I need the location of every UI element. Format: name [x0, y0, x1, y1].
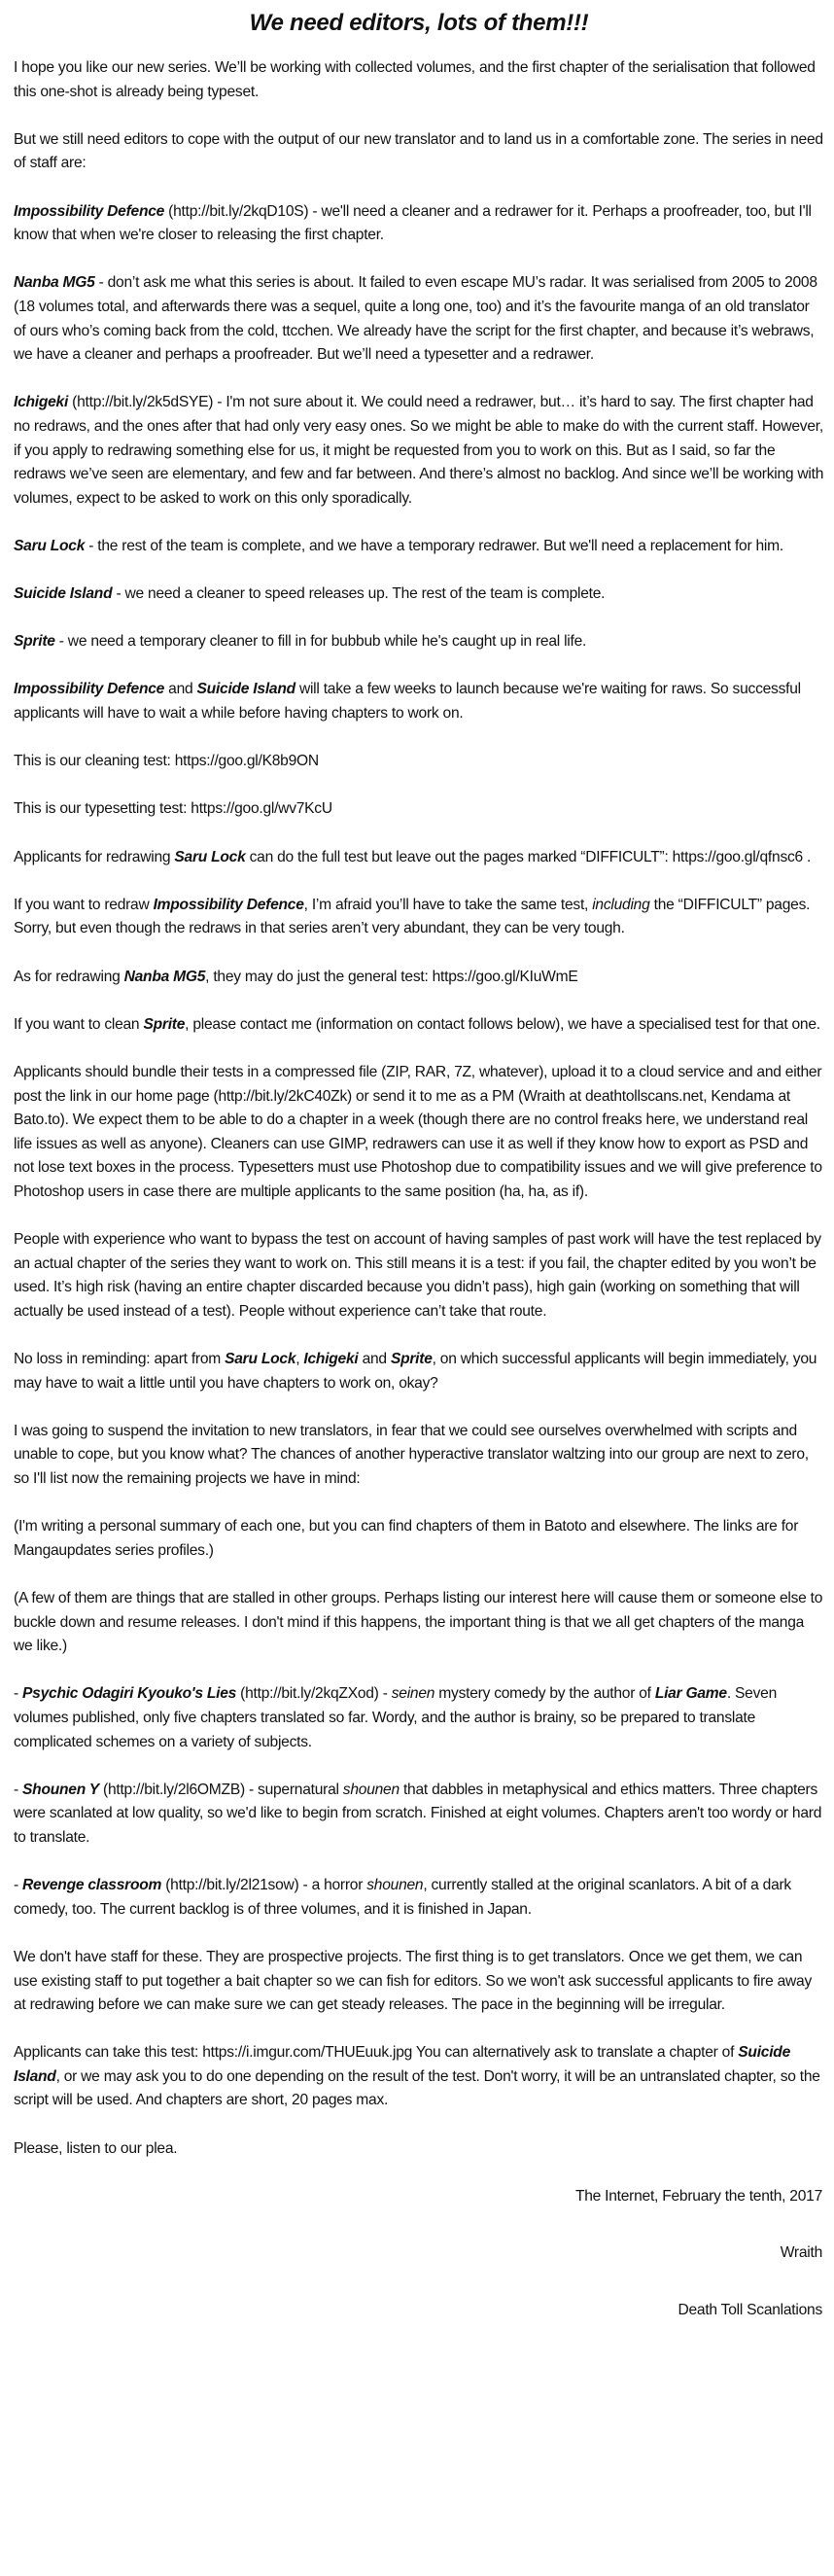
paragraph: [14, 797, 824, 822]
paragraph: [14, 582, 824, 607]
paragraph: [14, 630, 824, 654]
paragraph: [14, 2137, 824, 2162]
series-title: Sprite: [143, 1015, 186, 1033]
series-title: Suicide Island: [14, 2044, 790, 2085]
paragraph: [14, 56, 824, 104]
text-run: that dabbles in metaphysical and ethics matters. Three chapters were scanlated at low quality, so we'd like to begin from scratch. Finished at eight volumes. Chapters aren't too wordy or hard to translate.: [14, 1781, 822, 1846]
series-title: Nanba MG5: [123, 968, 206, 985]
series-title: Impossibility Defence: [14, 202, 165, 220]
paragraph: [14, 1061, 824, 1205]
text-run: (http://bit.ly/2kqZXod) -: [236, 1685, 392, 1703]
paragraph: [14, 846, 824, 870]
series-title: Saru Lock: [174, 848, 246, 865]
paragraph: [14, 535, 824, 559]
paragraph: [14, 1587, 824, 1659]
text-run: No loss in reminding: apart from: [14, 1351, 226, 1368]
text-run: (http://bit.ly/2kqD10S) - we'll need a cleaner and a redrawer for it. Perhaps a proofreader, too, but I'll know that when we're closer to releasing the first chapter.: [14, 202, 812, 244]
text-run: I was going to suspend the invitation to new translators, in fear that we could see ourselves overwhelmed with scripts and unable to cope, but you know what? The chances of another hyperactive translator waltzing into our group are next to zero, so I'll list now the remaining projects we have in mind:: [14, 1422, 809, 1488]
series-title: Saru Lock: [225, 1351, 296, 1368]
paragraph: [14, 128, 824, 176]
series-title: Psychic Odagiri Kyouko's Lies: [22, 1685, 237, 1703]
text-run: , they may do just the general test: https://goo.gl/KIuWmE: [205, 968, 578, 985]
series-title: Suicide Island: [196, 681, 295, 698]
text-run: , or we may ask you to do one depending on the result of the test. Don't worry, it will be an untranslated chapter, so the script will be used. And chapters are short, 20 pages max.: [14, 2067, 820, 2109]
signature-group: Death Toll Scanlations: [678, 2302, 822, 2319]
text-run: (http://bit.ly/2k5dSYE) - I'm not sure about it. We could need a redrawer, but… it’s hard to say. The first chapter had no redraws, and the ones after that had only very easy ones. So we might be able to make do with the current staff. However, if you apply to redrawing something else for us, it might be requested from you to work on this. But as I said, so far the redraws we’ve seen are elementary, and few and far between. And there’s almost no backlog. And since we’ll be working with volumes, expect to be asked to work on this only sporadically.: [14, 394, 824, 507]
paragraph: [14, 1348, 824, 1395]
series-title: Ichigeki: [14, 394, 69, 411]
series-title: Shounen Y: [22, 1781, 99, 1798]
text-run: This is our typesetting test: https://goo.gl/wv7KcU: [14, 800, 332, 818]
text-run: (I'm writing a personal summary of each one, but you can find chapters of them in Batoto and elsewhere. The links are for Mangaupdates series profiles.): [14, 1518, 799, 1559]
paragraph: [14, 271, 824, 367]
signature-author: Wraith: [780, 2244, 822, 2262]
paragraph: [14, 750, 824, 774]
paragraph: [14, 894, 824, 941]
text-run: This is our cleaning test: https://goo.gl/K8b9ON: [14, 753, 319, 770]
text-run: If you want to clean: [14, 1015, 144, 1033]
text-run: (A few of them are things that are stalled in other groups. Perhaps listing our interest here will cause them or someone else to buckle down and resume releases. I don't mind if this happens, the important thing is that we all get chapters of the manga we like.): [14, 1590, 823, 1655]
text-run: , I’m afraid you’ll have to take the same test,: [303, 896, 593, 913]
paragraph: [14, 1420, 824, 1492]
paragraph: [14, 1779, 824, 1851]
emphasis-text: shounen: [342, 1781, 400, 1798]
text-run: - we need a temporary cleaner to fill in for bubbub while he's caught up in real life.: [54, 633, 587, 651]
text-run: - don’t ask me what this series is about. It failed to even escape MU’s radar. It was serialised from 2005 to 2008 (18 volumes total, and afterwards there was a sequel, quite a long one, too) and it’s the favourite manga of an old translator of ours who’s coming back from the cold, ttcchen. We already have the script for the first chapter, and because it’s webraws, we have a cleaner and perhaps a proofreader. But we’ll need a typesetter and a redrawer.: [14, 274, 817, 364]
page-title: We need editors, lots of them!!!: [249, 10, 589, 36]
emphasis-text: seinen: [391, 1685, 435, 1703]
paragraph: [14, 200, 824, 248]
paragraph: [14, 1946, 824, 2018]
text-run: Applicants can take this test: https://i.imgur.com/THUEuuk.jpg You can alternatively ask to translate a chapter of: [14, 2044, 739, 2062]
text-run: , currently stalled at the original scanlators. A bit of a dark comedy, too. The current backlog is of three volumes, and it is finished in Japan.: [14, 1877, 791, 1918]
series-title: Impossibility Defence: [153, 896, 304, 913]
paragraph: [14, 1515, 824, 1563]
text-run: I hope you like our new series. We’ll be working with collected volumes, and the first chapter of the serialisation that followed this one-shot is already being typeset.: [14, 59, 816, 100]
text-run: (http://bit.ly/2l21sow) - a horror: [161, 1877, 367, 1894]
text-run: (http://bit.ly/2l6OMZB) - supernatural: [98, 1781, 343, 1798]
text-run: As for redrawing: [14, 968, 124, 985]
text-run: If you want to redraw: [14, 896, 154, 913]
emphasis-text: shounen: [366, 1877, 424, 1894]
text-run: and: [164, 681, 197, 698]
signature-place-date: The Internet, February the tenth, 2017: [574, 2187, 822, 2205]
paragraph: [14, 1682, 824, 1754]
text-run: mystery comedy by the author of: [434, 1685, 655, 1703]
text-run: - the rest of the team is complete, and we have a temporary redrawer. But we'll need a replacement for him.: [85, 537, 783, 554]
text-run: the “DIFFICULT” pages. Sorry, but even though the redraws in that series aren’t very abundant, they can be very tough.: [14, 896, 811, 937]
paragraph: [14, 1013, 824, 1038]
paragraph: [14, 1228, 824, 1323]
paragraph: [14, 391, 824, 511]
text-run: But we still need editors to cope with the output of our new translator and to land us in a comfortable zone. The series in need of staff are:: [14, 130, 823, 172]
text-run: Applicants for redrawing: [14, 848, 175, 865]
text-run: People with experience who want to bypass the test on account of having samples of past work will have the test replaced by an actual chapter of the series they want to work on. This still means it is a test: if you fail, the chapter edited by you won’t be used. It’s high risk (having an entire chapter discarded because you didn’t pass), high gain (working on something that will actually be used instead of a test). People without experience can’t take that route.: [14, 1231, 821, 1320]
series-title: Sprite: [14, 633, 55, 651]
text-run: and: [358, 1351, 391, 1368]
series-title: Saru Lock: [14, 537, 86, 554]
text-run: -: [14, 1685, 23, 1703]
text-run: . Seven volumes published, only five chapters translated so far. Wordy, and the author is brainy, so be prepared to translate complicated schemes on a variety of subjects.: [14, 1685, 777, 1750]
text-run: Applicants should bundle their tests in a compressed file (ZIP, RAR, 7Z, whatever), upload it to a cloud service and and either post the link in our home page (http://bit.ly/2kC40Zk) or send it to me as a PM (Wraith at deathtollscans.net, Kendama at Bato.to). We expect them to be able to do a chapter in a week (though there are no control freaks here, we understand real life issues as well as anyone). Cleaners can use GIMP, redrawers can use it as well if they know how to export as PSD and not lose text boxes in the process. Typesetters must use Photoshop due to compatibility issues and we will give preference to Photoshop users in case there are multiple applicants to the same position (ha, ha, as if).: [14, 1063, 822, 1200]
paragraph: [14, 678, 824, 725]
series-title: Impossibility Defence: [14, 681, 165, 698]
text-run: - we need a cleaner to speed releases up. The rest of the team is complete.: [112, 585, 606, 603]
paragraph: [14, 1874, 824, 1922]
text-run: , please contact me (information on contact follows below), we have a specialised test for that one.: [185, 1015, 820, 1033]
series-title: Sprite: [390, 1351, 433, 1368]
text-run: -: [14, 1781, 23, 1798]
emphasis-text: including: [592, 896, 650, 913]
text-run: -: [14, 1877, 23, 1894]
paragraph: [14, 2041, 824, 2113]
series-title: Revenge classroom: [22, 1877, 162, 1894]
series-title: Ichigeki: [303, 1351, 359, 1368]
text-run: will take a few weeks to launch because we're waiting for raws. So successful applicants will have to wait a while before having chapters to work on.: [14, 681, 801, 723]
text-run: ,: [295, 1351, 304, 1368]
text-run: Please, listen to our plea.: [14, 2139, 178, 2157]
series-title: Liar Game: [654, 1685, 727, 1703]
paragraph: [14, 966, 824, 990]
series-title: Nanba MG5: [14, 274, 95, 292]
document-body: [14, 56, 824, 2161]
text-run: We don't have staff for these. They are prospective projects. The first thing is to get translators. Once we get them, we can use existing staff to put together a bait chapter so we can fish for editors. So we won't ask successful applicants to fire away at redrawing before we can make sure we can get steady releases. The pace in the beginning will be irregular.: [14, 1948, 812, 2014]
text-run: , on which successful applicants will begin immediately, you may have to wait a little until you have chapters to work on, okay?: [14, 1351, 817, 1392]
series-title: Suicide Island: [14, 585, 113, 603]
text-run: can do the full test but leave out the pages marked “DIFFICULT”: https://goo.gl/qfnsc6 .: [245, 848, 812, 865]
